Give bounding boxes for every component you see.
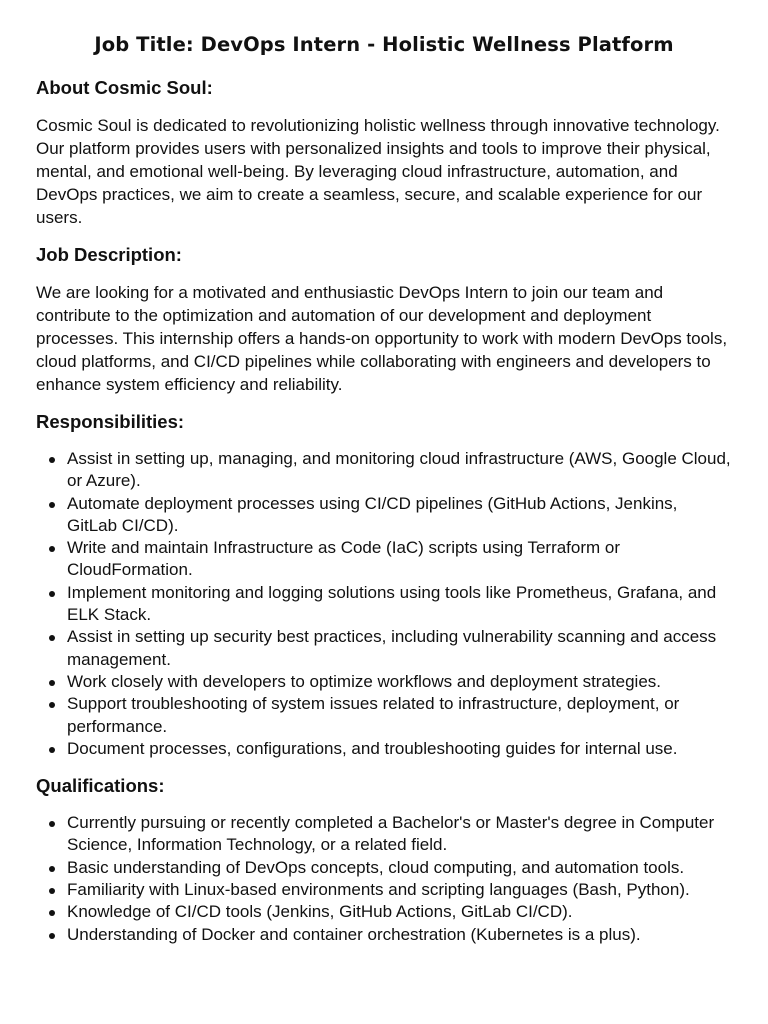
bullet-icon: [49, 888, 55, 894]
bullet-icon: [49, 933, 55, 939]
list-item: [36, 693, 732, 738]
responsibilities-heading: Responsibilities:: [36, 411, 185, 432]
list-item: [36, 924, 732, 946]
qualifications-list: [36, 812, 732, 946]
about-paragraph: Cosmic Soul is dedicated to revolutionizing holistic wellness through innovative technology. Our platform provides users with personalized insights and tools to improve their physical, mental, and emotional well-being. By leveraging cloud infrastructure, automation, and DevOps practices, we aim to create a seamless, secure, and scalable experience for our users.: [36, 116, 720, 227]
bullet-icon: [49, 635, 55, 641]
bullet-icon: [49, 702, 55, 708]
qualifications-heading: Qualifications:: [36, 775, 165, 797]
list-item-text: Assist in setting up, managing, and monitoring cloud infrastructure (AWS, Google Cloud, or Azure).: [67, 449, 731, 491]
list-item-text: Work closely with developers to optimize workflows and deployment strategies.: [67, 671, 662, 691]
list-item: [36, 448, 732, 493]
bullet-icon: [49, 747, 55, 753]
list-item-text: Understanding of Docker and container orchestration (Kubernetes is a plus).: [67, 924, 641, 944]
list-item: [36, 671, 732, 693]
bullet-icon: [49, 680, 55, 686]
list-item-text: Automate deployment processes using CI/CD pipelines (GitHub Actions, Jenkins, GitLab CI/CD).: [67, 493, 678, 535]
list-item: [36, 537, 732, 582]
responsibilities-section: [36, 410, 732, 760]
list-item-text: Familiarity with Linux-based environments and scripting languages (Bash, Python).: [67, 880, 690, 900]
bullet-icon: [49, 457, 55, 463]
list-item: [36, 626, 732, 671]
bullet-icon: [49, 821, 55, 827]
list-item: [36, 812, 732, 857]
list-item: [36, 738, 732, 760]
job-description-heading: Job Description:: [36, 244, 182, 265]
about-section: [36, 76, 732, 229]
qualifications-section: [36, 774, 732, 946]
page-title: Job Title: DevOps Intern - Holistic Wellness Platform: [94, 33, 674, 56]
list-item: [36, 493, 732, 538]
bullet-icon: [49, 591, 55, 597]
bullet-icon: [49, 866, 55, 872]
responsibilities-list: [36, 448, 732, 760]
bullet-icon: [49, 546, 55, 552]
bullet-icon: [49, 502, 55, 508]
list-item-text: Knowledge of CI/CD tools (Jenkins, GitHub Actions, GitLab CI/CD).: [67, 902, 573, 922]
list-item-text: Write and maintain Infrastructure as Code (IaC) scripts using Terraform or CloudFormation.: [67, 538, 621, 580]
list-item: [36, 582, 732, 627]
bullet-icon: [49, 910, 55, 916]
list-item: [36, 857, 732, 879]
job-description-section: [36, 243, 732, 396]
list-item: [36, 901, 732, 923]
about-heading: About Cosmic Soul:: [36, 77, 213, 98]
list-item-text: Basic understanding of DevOps concepts, cloud computing, and automation tools.: [67, 857, 685, 877]
list-item-text: Support troubleshooting of system issues related to infrastructure, deployment, or performance.: [67, 694, 680, 736]
list-item-text: Document processes, configurations, and troubleshooting guides for internal use.: [67, 738, 678, 758]
list-item-text: Currently pursuing or recently completed a Bachelor's or Master's degree in Computer Science, Information Technology, or a related field.: [67, 813, 715, 855]
list-item-text: Implement monitoring and logging solutions using tools like Prometheus, Grafana, and ELK Stack.: [67, 582, 717, 625]
job-description-paragraph: We are looking for a motivated and enthusiastic DevOps Intern to join our team and contribute to the optimization and automation of our development and deployment processes. This internship offers a hands-on opportunity to work with modern DevOps tools, cloud platforms, and CI/CD pipelines while collaborating with engineers and developers to enhance system efficiency and reliability.: [36, 283, 728, 394]
list-item-text: Assist in setting up security best practices, including vulnerability scanning and access management.: [67, 627, 717, 669]
list-item: [36, 879, 732, 901]
